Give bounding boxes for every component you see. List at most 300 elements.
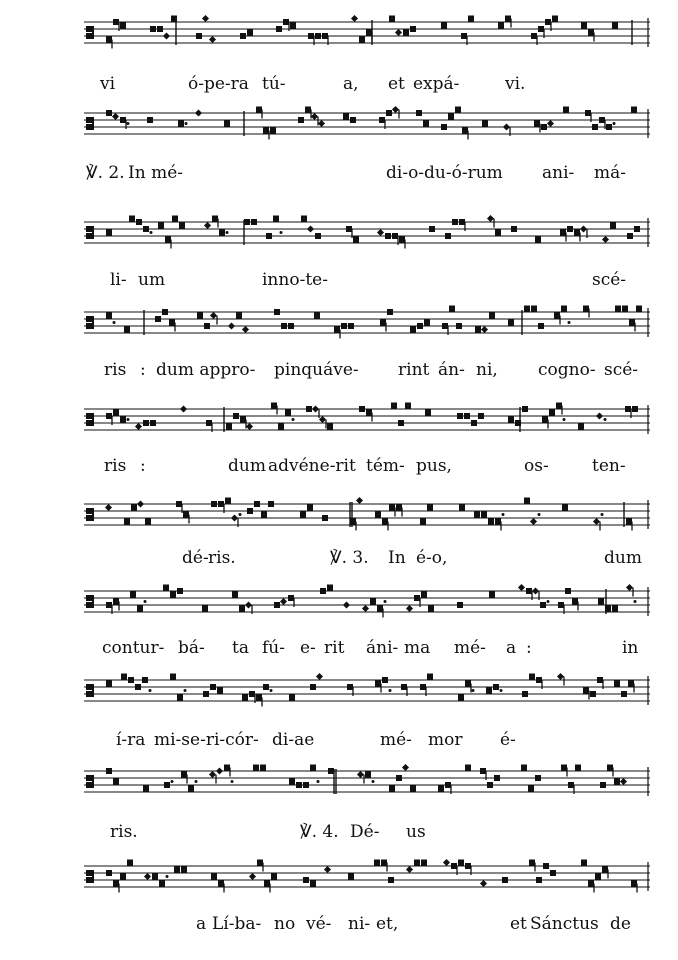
neume-punctum [211, 874, 217, 880]
neume-punctum [583, 306, 589, 312]
neume-punctum [157, 26, 163, 32]
neume-punctum [567, 226, 573, 232]
neume-punctum [578, 424, 584, 430]
mora-dot [280, 231, 283, 234]
neume-punctum [143, 420, 149, 426]
neume-punctum [106, 413, 112, 419]
syllable: li- [110, 270, 127, 290]
neume-punctum [424, 320, 430, 326]
neume-punctum [534, 121, 540, 127]
clef-icon [86, 602, 93, 608]
neume-punctum [396, 775, 402, 781]
neume-punctum [398, 420, 404, 426]
neume-punctum [283, 19, 289, 25]
clef-icon [86, 117, 93, 123]
neume-rhombus [626, 584, 633, 591]
neume-rhombus [316, 673, 323, 680]
neume-rhombus [402, 764, 409, 771]
clef-icon [86, 233, 93, 239]
neume-punctum [459, 219, 465, 225]
neume-punctum [251, 219, 257, 225]
neume-punctum [147, 117, 153, 123]
syllable: ni- [348, 914, 371, 934]
neume-punctum [113, 779, 119, 785]
neume-punctum [401, 684, 407, 690]
neume-punctum [631, 881, 637, 887]
neume-punctum [263, 684, 269, 690]
lyrics-line-7 [0, 636, 678, 660]
mora-dot [613, 122, 616, 125]
neume-punctum [206, 420, 212, 426]
mora-dot [317, 780, 320, 783]
staff-4 [84, 312, 650, 334]
neume-rhombus [319, 416, 326, 423]
neume-punctum [599, 117, 605, 123]
neume-rhombus [593, 518, 600, 525]
neume-punctum [421, 592, 427, 598]
staff-9 [84, 771, 650, 793]
neume-punctum [583, 688, 589, 694]
neume-punctum [347, 684, 353, 690]
syllable: : [140, 456, 146, 476]
neume-punctum [556, 403, 562, 409]
neume-rhombus [530, 518, 537, 525]
neume-punctum [536, 677, 542, 683]
neume-punctum [465, 863, 471, 869]
neume-punctum [310, 881, 316, 887]
neume-punctum [315, 233, 321, 239]
neume-punctum [106, 768, 112, 774]
syllable: di-ae [272, 730, 315, 750]
neume-punctum [636, 306, 642, 312]
neume-rhombus [246, 423, 253, 430]
neume-rhombus [195, 109, 202, 116]
neume-punctum [552, 16, 558, 22]
neume-punctum [595, 874, 601, 880]
clef-icon [86, 782, 93, 788]
neume-punctum [543, 863, 549, 869]
neume-punctum [495, 519, 501, 525]
syllable: ris. [110, 822, 138, 842]
neume-punctum [288, 595, 294, 601]
lyrics-line-9 [0, 820, 678, 844]
neume-punctum [128, 677, 134, 683]
neume-punctum [554, 313, 560, 319]
mora-dot [270, 689, 273, 692]
neume-punctum [597, 677, 603, 683]
neume-punctum [211, 501, 217, 507]
clef-icon [86, 226, 93, 232]
mora-dot [150, 231, 153, 234]
neume-punctum [410, 327, 416, 333]
neume-rhombus [245, 601, 252, 608]
clef-icon [86, 691, 93, 697]
neume-punctum [572, 599, 578, 605]
neume-punctum [425, 410, 431, 416]
neume-punctum [399, 237, 405, 243]
mora-dot [195, 780, 198, 783]
neume-rhombus [377, 229, 384, 236]
neume-punctum [379, 117, 385, 123]
neume-punctum [535, 775, 541, 781]
neume-punctum [508, 417, 514, 423]
syllable: a, [343, 74, 359, 94]
mora-dot [472, 689, 475, 692]
neume-punctum [276, 26, 282, 32]
neume-punctum [396, 505, 402, 511]
clef-icon [92, 413, 94, 426]
mora-dot [389, 689, 392, 692]
mora-dot [634, 600, 637, 603]
syllable: é-o, [416, 548, 448, 568]
neume-punctum [264, 881, 270, 887]
neume-punctum [120, 417, 126, 423]
neume-punctum [508, 320, 514, 326]
neume-punctum [314, 313, 320, 319]
neume-rhombus [105, 504, 112, 511]
neume-punctum [377, 606, 383, 612]
neume-punctum [403, 30, 409, 36]
neume-rhombus [210, 312, 217, 319]
neume-punctum [327, 424, 333, 430]
syllable: dum appro- [156, 360, 256, 380]
clef-icon [86, 26, 93, 32]
neume-punctum [387, 309, 393, 315]
neume-punctum [271, 403, 277, 409]
neume-rhombus [406, 866, 413, 873]
neume-punctum [614, 681, 620, 687]
neume-punctum [124, 519, 130, 525]
syllable: scé- [604, 360, 639, 380]
neume-rhombus [202, 15, 209, 22]
neume-punctum [461, 33, 467, 39]
neume-punctum [366, 30, 372, 36]
neume-punctum [348, 874, 354, 880]
neume-punctum [247, 508, 253, 514]
clef-icon [86, 515, 93, 521]
neume-punctum [296, 782, 302, 788]
neume-punctum [429, 226, 435, 232]
staff-3 [84, 222, 650, 244]
neume-punctum [531, 33, 537, 39]
mora-dot [149, 689, 152, 692]
neume-punctum [268, 501, 274, 507]
neume-rhombus [480, 880, 487, 887]
neume-punctum [130, 592, 136, 598]
neume-punctum [526, 588, 532, 594]
neume-punctum [561, 306, 567, 312]
neume-punctum [218, 881, 224, 887]
syllable: a [506, 638, 517, 658]
neume-punctum [421, 860, 427, 866]
neume-punctum [542, 417, 548, 423]
neume-punctum [328, 768, 334, 774]
neume-punctum [405, 403, 411, 409]
neume-punctum [464, 413, 470, 419]
neume-punctum [561, 765, 567, 771]
neume-punctum [183, 512, 189, 518]
neume-punctum [375, 681, 381, 687]
neume-punctum [442, 323, 448, 329]
neume-rhombus [481, 326, 488, 333]
syllable: dé- [182, 548, 209, 568]
neume-punctum [170, 674, 176, 680]
neume-punctum [381, 860, 387, 866]
clef-icon [92, 226, 94, 239]
neume-punctum [382, 519, 388, 525]
neume-punctum [170, 592, 176, 598]
lyrics-line-3 [0, 268, 678, 292]
neume-punctum [106, 110, 112, 116]
neume-punctum [366, 410, 372, 416]
syllable: tém- [366, 456, 405, 476]
lyrics-line-8 [0, 728, 678, 752]
mora-dot [384, 600, 387, 603]
neume-punctum [224, 765, 230, 771]
lyrics-line-10 [0, 912, 678, 936]
neume-punctum [179, 223, 185, 229]
neume-punctum [196, 33, 202, 39]
neume-punctum [612, 606, 618, 612]
neume-punctum [315, 33, 321, 39]
neume-punctum [266, 233, 272, 239]
neume-punctum [588, 881, 594, 887]
neume-rhombus [180, 405, 187, 412]
neume-punctum [285, 410, 291, 416]
syllable: contur- [102, 638, 165, 658]
neume-punctum [236, 313, 242, 319]
neume-punctum [441, 124, 447, 130]
neume-punctum [106, 230, 112, 236]
neume-punctum [380, 320, 386, 326]
staff-10 [84, 866, 650, 888]
neume-punctum [240, 33, 246, 39]
lyrics-line-1 [0, 72, 678, 96]
neume-punctum [529, 674, 535, 680]
neume-punctum [621, 691, 627, 697]
syllable: ta [232, 638, 249, 658]
neume-punctum [308, 33, 314, 39]
neume-punctum [438, 786, 444, 792]
neume-punctum [278, 424, 284, 430]
neume-punctum [602, 867, 608, 873]
syllable: dum [228, 456, 266, 476]
neume-rhombus [487, 215, 494, 222]
syllable: di-o-du-ó-rum [386, 163, 503, 183]
neume-punctum [143, 786, 149, 792]
neume-punctum [244, 219, 250, 225]
neume-punctum [131, 505, 137, 511]
neume-punctum [511, 226, 517, 232]
syllable: : [526, 638, 532, 658]
clef-icon [86, 877, 93, 883]
neume-punctum [388, 877, 394, 883]
syllable: dum [604, 548, 642, 568]
neume-punctum [155, 316, 161, 322]
neume-punctum [226, 424, 232, 430]
neume-punctum [233, 413, 239, 419]
versicle-marker: ℣. 4. [300, 822, 339, 842]
neume-punctum [575, 765, 581, 771]
clef-icon [86, 684, 93, 690]
syllable: expá- [413, 74, 460, 94]
neume-punctum [615, 306, 621, 312]
lyrics-line-6 [0, 546, 678, 570]
syllable: et [510, 914, 527, 934]
neume-punctum [458, 695, 464, 701]
syllable: ma [404, 638, 431, 658]
neume-punctum [389, 505, 395, 511]
staff-1 [84, 22, 650, 44]
neume-rhombus [395, 29, 402, 36]
neume-punctum [142, 677, 148, 683]
neume-punctum [531, 306, 537, 312]
neume-rhombus [547, 120, 554, 127]
neume-punctum [254, 501, 260, 507]
neume-rhombus [204, 222, 211, 229]
neume-punctum [322, 515, 328, 521]
neume-punctum [260, 765, 266, 771]
neume-punctum [416, 110, 422, 116]
neume-punctum [468, 16, 474, 22]
neume-punctum [481, 512, 487, 518]
neume-punctum [270, 128, 276, 134]
clef-icon [86, 323, 93, 329]
neume-punctum [305, 107, 311, 113]
neume-rhombus [311, 113, 318, 120]
neume-rhombus [620, 778, 627, 785]
neume-punctum [414, 860, 420, 866]
neume-punctum [359, 37, 365, 43]
neume-punctum [451, 863, 457, 869]
syllable: In [388, 548, 406, 568]
syllable: rint [398, 360, 430, 380]
syllable: Lí-ba- [212, 914, 262, 934]
neume-punctum [247, 30, 253, 36]
neume-punctum [536, 877, 542, 883]
mora-dot [502, 513, 505, 516]
mora-dot [563, 418, 566, 421]
neume-punctum [414, 595, 420, 601]
neume-punctum [598, 599, 604, 605]
syllable: e- [300, 638, 316, 658]
neume-punctum [456, 323, 462, 329]
syllable: ani- [542, 163, 575, 183]
mora-dot [239, 513, 242, 516]
mora-dot [604, 418, 607, 421]
mora-dot [538, 513, 541, 516]
neume-punctum [581, 23, 587, 29]
neume-punctum [256, 695, 262, 701]
neume-punctum [505, 16, 511, 22]
neume-punctum [445, 233, 451, 239]
syllable: ni, [476, 360, 498, 380]
neume-punctum [538, 323, 544, 329]
neume-punctum [281, 323, 287, 329]
neume-punctum [120, 117, 126, 123]
neume-punctum [350, 117, 356, 123]
neume-punctum [181, 867, 187, 873]
syllable: rit [324, 638, 345, 658]
neume-punctum [488, 519, 494, 525]
neume-punctum [475, 327, 481, 333]
mora-dot [185, 122, 188, 125]
neume-punctum [341, 323, 347, 329]
neume-punctum [172, 216, 178, 222]
syllable: no [274, 914, 296, 934]
neume-punctum [374, 860, 380, 866]
syllable: in [622, 638, 639, 658]
neume-punctum [135, 684, 141, 690]
neume-punctum [334, 327, 340, 333]
neume-punctum [622, 306, 628, 312]
neume-punctum [420, 684, 426, 690]
neume-punctum [225, 498, 231, 504]
clef-icon [92, 870, 94, 883]
neume-punctum [298, 117, 304, 123]
neume-rhombus [228, 322, 235, 329]
neume-punctum [150, 420, 156, 426]
neume-punctum [177, 695, 183, 701]
clef-icon [86, 508, 93, 514]
clef-icon [92, 684, 94, 697]
neume-punctum [106, 313, 112, 319]
neume-punctum [113, 410, 119, 416]
staff-6 [84, 504, 650, 526]
neume-punctum [565, 588, 571, 594]
syllable: vi [100, 74, 116, 94]
neume-punctum [181, 772, 187, 778]
neume-punctum [427, 505, 433, 511]
neume-punctum [629, 320, 635, 326]
neume-punctum [306, 406, 312, 412]
neume-punctum [365, 772, 371, 778]
syllable: vé- [306, 914, 332, 934]
neume-punctum [486, 688, 492, 694]
neume-rhombus [356, 497, 363, 504]
neume-rhombus [351, 15, 358, 22]
mora-dot [500, 689, 503, 692]
neume-punctum [106, 870, 112, 876]
syllable: mi-se-ri-cór- [154, 730, 259, 750]
neume-punctum [538, 26, 544, 32]
neume-punctum [350, 519, 356, 525]
neume-punctum [106, 37, 112, 43]
neume-punctum [143, 226, 149, 232]
neume-rhombus [392, 106, 399, 113]
neume-punctum [301, 216, 307, 222]
neume-punctum [489, 592, 495, 598]
neume-punctum [212, 216, 218, 222]
neume-punctum [290, 23, 296, 29]
syllable: bá- [178, 638, 205, 658]
clef-icon [86, 33, 93, 39]
syllable: os- [524, 456, 549, 476]
neume-punctum [385, 233, 391, 239]
mora-dot [226, 231, 229, 234]
neume-punctum [581, 860, 587, 866]
neume-punctum [382, 677, 388, 683]
mora-dot [372, 780, 375, 783]
syllable: In mé- [128, 163, 183, 183]
neume-punctum [120, 23, 126, 29]
neume-punctum [348, 323, 354, 329]
neume-rhombus [242, 326, 249, 333]
neume-punctum [174, 867, 180, 873]
neume-rhombus [307, 225, 314, 232]
neume-punctum [303, 877, 309, 883]
neume-punctum [307, 505, 313, 511]
